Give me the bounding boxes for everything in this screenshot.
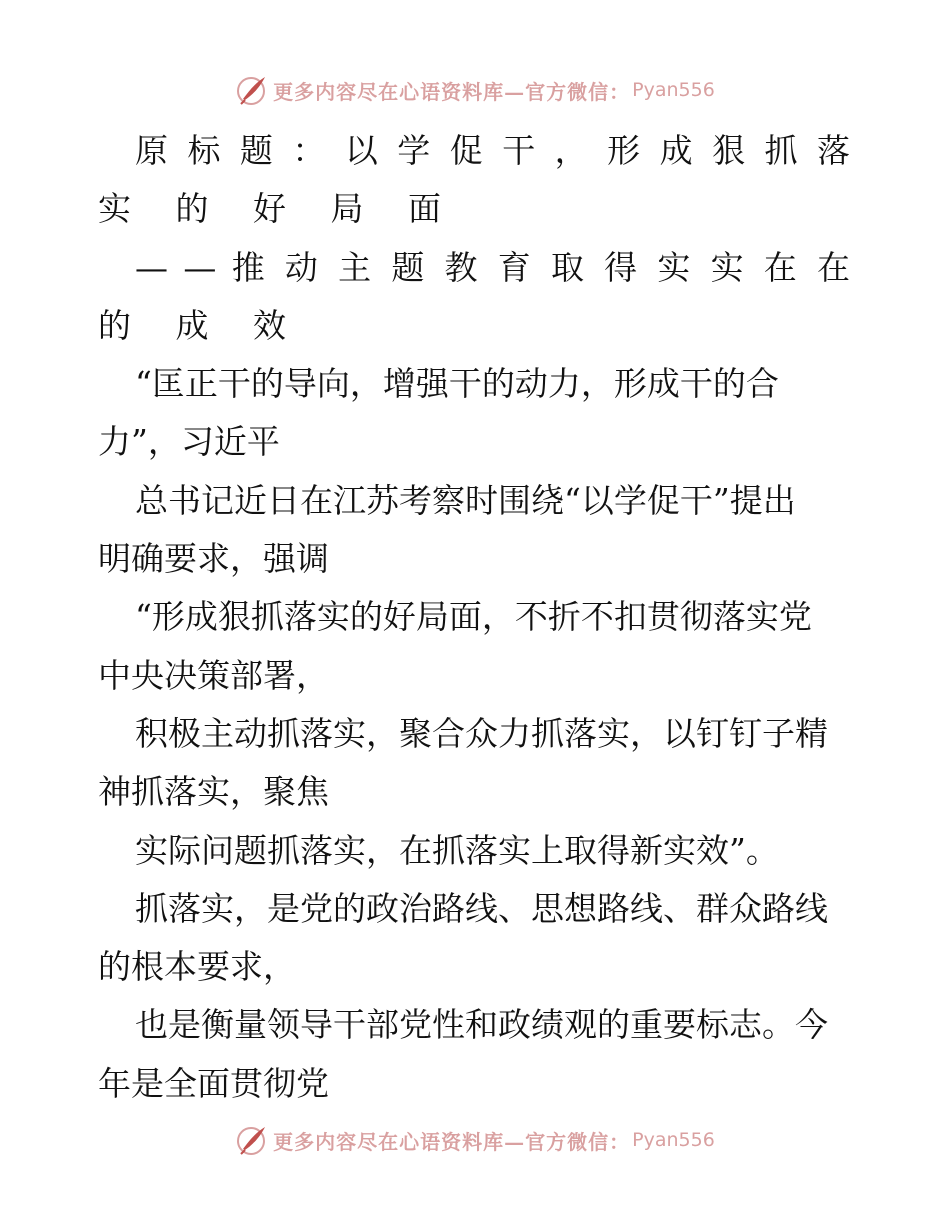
text-line: 的 成 效 — [98, 305, 303, 345]
banner-wechat-id: Pyan556 — [632, 1129, 715, 1151]
header-banner — [0, 70, 950, 110]
text-line: 也是衡量领导干部党性和政绩观的重要标志。今 — [135, 1005, 828, 1045]
document-body — [98, 122, 850, 1113]
text-line: 神抓落实，聚焦 — [98, 772, 329, 812]
text-line: — — 推 动 主 题 教 育 取 得 实 实 在 在 — [135, 247, 850, 287]
feather-pen-logo-icon — [235, 1123, 269, 1157]
text-line: 的根本要求， — [98, 947, 296, 987]
text-line: 总书记近日在江苏考察时围绕“以学促干”提出 — [135, 480, 796, 520]
text-line: 实际问题抓落实，在抓落实上取得新实效”。 — [135, 830, 779, 870]
banner-text: 更多内容尽在心语资料库—官方微信： — [273, 79, 631, 104]
text-line: “匡正干的导向，增强干的动力，形成干的合 — [135, 364, 779, 404]
banner-text: 更多内容尽在心语资料库—官方微信： — [273, 1129, 631, 1154]
text-line: 实 的 好 局 面 — [98, 189, 458, 229]
text-line: “形成狠抓落实的好局面，不折不扣贯彻落实党 — [135, 597, 812, 637]
footer-banner — [0, 1120, 950, 1160]
text-line: 明确要求，强调 — [98, 539, 329, 579]
text-line: 力”，习近平 — [98, 422, 280, 462]
banner-wechat-id: Pyan556 — [632, 79, 715, 101]
text-line: 中央决策部署， — [98, 655, 329, 695]
text-line: 积极主动抓落实，聚合众力抓落实，以钉钉子精 — [135, 713, 828, 753]
feather-pen-logo-icon — [235, 73, 269, 107]
text-line: 年是全面贯彻党 — [98, 1063, 329, 1103]
text-line: 原 标 题 ： 以 学 促 干 ， 形 成 狠 抓 落 — [135, 131, 850, 170]
text-line: 抓落实，是党的政治路线、思想路线、群众路线 — [135, 888, 828, 928]
